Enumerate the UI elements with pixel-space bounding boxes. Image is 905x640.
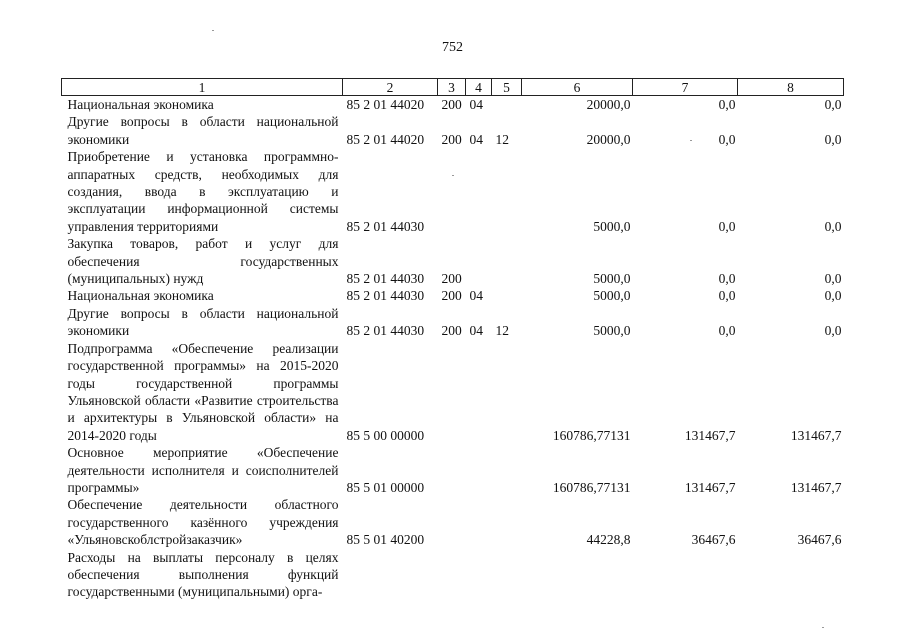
- table-row: [62, 444, 844, 496]
- row-col3: [438, 496, 466, 548]
- row-amount-8: 0,0: [824, 288, 842, 304]
- row-col4: 04: [469, 288, 483, 304]
- row-amount-7: 0,0: [718, 288, 736, 304]
- column-header: 7: [633, 79, 738, 96]
- row-amount-7: 0,0: [718, 271, 736, 287]
- row-code: 85 2 01 44020: [346, 131, 425, 147]
- row-amount-7: 131467,7: [684, 479, 736, 495]
- row-col3: [438, 549, 466, 601]
- row-col5: 12: [495, 323, 509, 339]
- row-amount-6: 5000,0: [593, 323, 631, 339]
- row-description: Другие вопросы в области национальной экономики: [67, 114, 339, 147]
- budget-table: [61, 78, 844, 601]
- column-header: 6: [522, 79, 633, 96]
- column-header: 5: [492, 79, 522, 96]
- row-amount-8: 131467,7: [790, 427, 842, 443]
- row-amount-6: 5000,0: [593, 271, 631, 287]
- row-amount-7: 36467,6: [691, 532, 736, 548]
- row-col3: 200: [441, 271, 462, 287]
- row-col5: [492, 148, 522, 235]
- row-col5: [492, 96, 522, 114]
- row-code: 85 2 01 44030: [346, 288, 425, 304]
- table-row: [62, 96, 844, 114]
- row-col3: 200: [441, 97, 462, 112]
- row-col3: [438, 444, 466, 496]
- scan-speck: [212, 30, 214, 31]
- row-amount-8: 0,0: [824, 97, 842, 112]
- column-header: 1: [62, 79, 343, 96]
- row-col5: [492, 235, 522, 287]
- row-amount-6: 44228,8: [586, 532, 631, 548]
- row-col3: [438, 148, 466, 235]
- table-row: [62, 113, 844, 148]
- row-description: Закупка товаров, работ и услуг для обеспечения государственных (муниципальных) нужд: [67, 236, 339, 287]
- column-header: 3: [438, 79, 466, 96]
- column-header: 8: [738, 79, 844, 96]
- row-description: Основное мероприятие «Обеспечение деятельности исполнителя и соисполнителей программы»: [67, 445, 339, 495]
- row-col3: [438, 340, 466, 444]
- row-amount-8: 0,0: [824, 218, 842, 234]
- row-amount-7: 131467,7: [684, 427, 736, 443]
- row-col3: 200: [441, 323, 462, 339]
- table-row: [62, 148, 844, 235]
- row-code: 85 2 01 44030: [346, 218, 425, 234]
- scan-speck: [452, 175, 454, 176]
- row-description: Подпрограмма «Обеспечение реализации государственной программы» на 2015-2020 годы государственной программы Ульяновской области «Развитие строительства и архитектуры в Ульяновской области» на 2014-2020 годы: [67, 340, 339, 443]
- row-description: Национальная экономика: [67, 97, 214, 112]
- table-row: [62, 287, 844, 304]
- row-amount-7: 0,0: [718, 323, 736, 339]
- row-description: Расходы на выплаты персоналу в целях обеспечения выполнения функций государственными (муниципальными) орга-: [67, 549, 339, 600]
- scan-speck: [690, 140, 692, 141]
- table-row: [62, 235, 844, 287]
- row-amount-7: [633, 549, 738, 601]
- table-row: [62, 340, 844, 444]
- row-amount-7: 0,0: [718, 131, 736, 147]
- row-amount-8: 36467,6: [797, 532, 842, 548]
- row-col5: [492, 549, 522, 601]
- row-col5: [492, 287, 522, 304]
- table-row: [62, 549, 844, 601]
- row-description: Приобретение и установка программно-аппаратных средств, необходимых для создания, ввода в эксплуатацию и эксплуатации информационной системы управления территориями: [67, 149, 339, 234]
- row-amount-6: 20000,0: [586, 97, 631, 112]
- row-amount-7: 0,0: [718, 218, 736, 234]
- row-col3: 200: [441, 131, 462, 147]
- row-amount-6: 20000,0: [586, 131, 631, 147]
- row-col5: [492, 444, 522, 496]
- row-amount-6: 5000,0: [593, 218, 631, 234]
- row-amount-8: 0,0: [824, 271, 842, 287]
- table-row: [62, 305, 844, 340]
- row-description: Национальная экономика: [67, 288, 214, 304]
- row-col4: 04: [469, 97, 483, 112]
- row-code: 85 5 01 00000: [346, 479, 425, 495]
- row-amount-8: 0,0: [824, 323, 842, 339]
- row-code: 85 2 01 44030: [346, 323, 425, 339]
- row-col4: [466, 235, 492, 287]
- row-amount-8: 0,0: [824, 131, 842, 147]
- scan-speck: [822, 627, 824, 628]
- table-row: [62, 496, 844, 548]
- row-col4: 04: [469, 131, 483, 147]
- row-col4: [466, 496, 492, 548]
- column-header: 4: [466, 79, 492, 96]
- row-col4: [466, 148, 492, 235]
- row-amount-6: 160786,77131: [552, 479, 631, 495]
- row-col4: [466, 340, 492, 444]
- row-description: Другие вопросы в области национальной экономики: [67, 305, 339, 339]
- row-amount-6: 5000,0: [593, 288, 631, 304]
- row-amount-8: 131467,7: [790, 479, 842, 495]
- row-amount-6: 160786,77131: [552, 427, 631, 443]
- row-code: [343, 549, 438, 601]
- row-col3: 200: [441, 288, 462, 304]
- row-col5: [492, 340, 522, 444]
- row-code: 85 2 01 44030: [346, 271, 425, 287]
- row-code: 85 2 01 44020: [346, 97, 425, 112]
- row-col4: [466, 444, 492, 496]
- row-code: 85 5 00 00000: [346, 427, 425, 443]
- column-header: 2: [343, 79, 438, 96]
- row-description: Обеспечение деятельности областного государственного казённого учреждения «Ульяновскоблстройзаказчик»: [67, 497, 339, 548]
- row-col5: 12: [495, 131, 509, 147]
- column-number-header: [62, 79, 844, 96]
- row-amount-7: 0,0: [718, 97, 736, 112]
- row-col5: [492, 496, 522, 548]
- row-amount-8: [738, 549, 844, 601]
- row-col4: [466, 549, 492, 601]
- row-code: 85 5 01 40200: [346, 532, 425, 548]
- row-col4: 04: [469, 323, 483, 339]
- page-number: 752: [442, 40, 463, 55]
- row-amount-6: [522, 549, 633, 601]
